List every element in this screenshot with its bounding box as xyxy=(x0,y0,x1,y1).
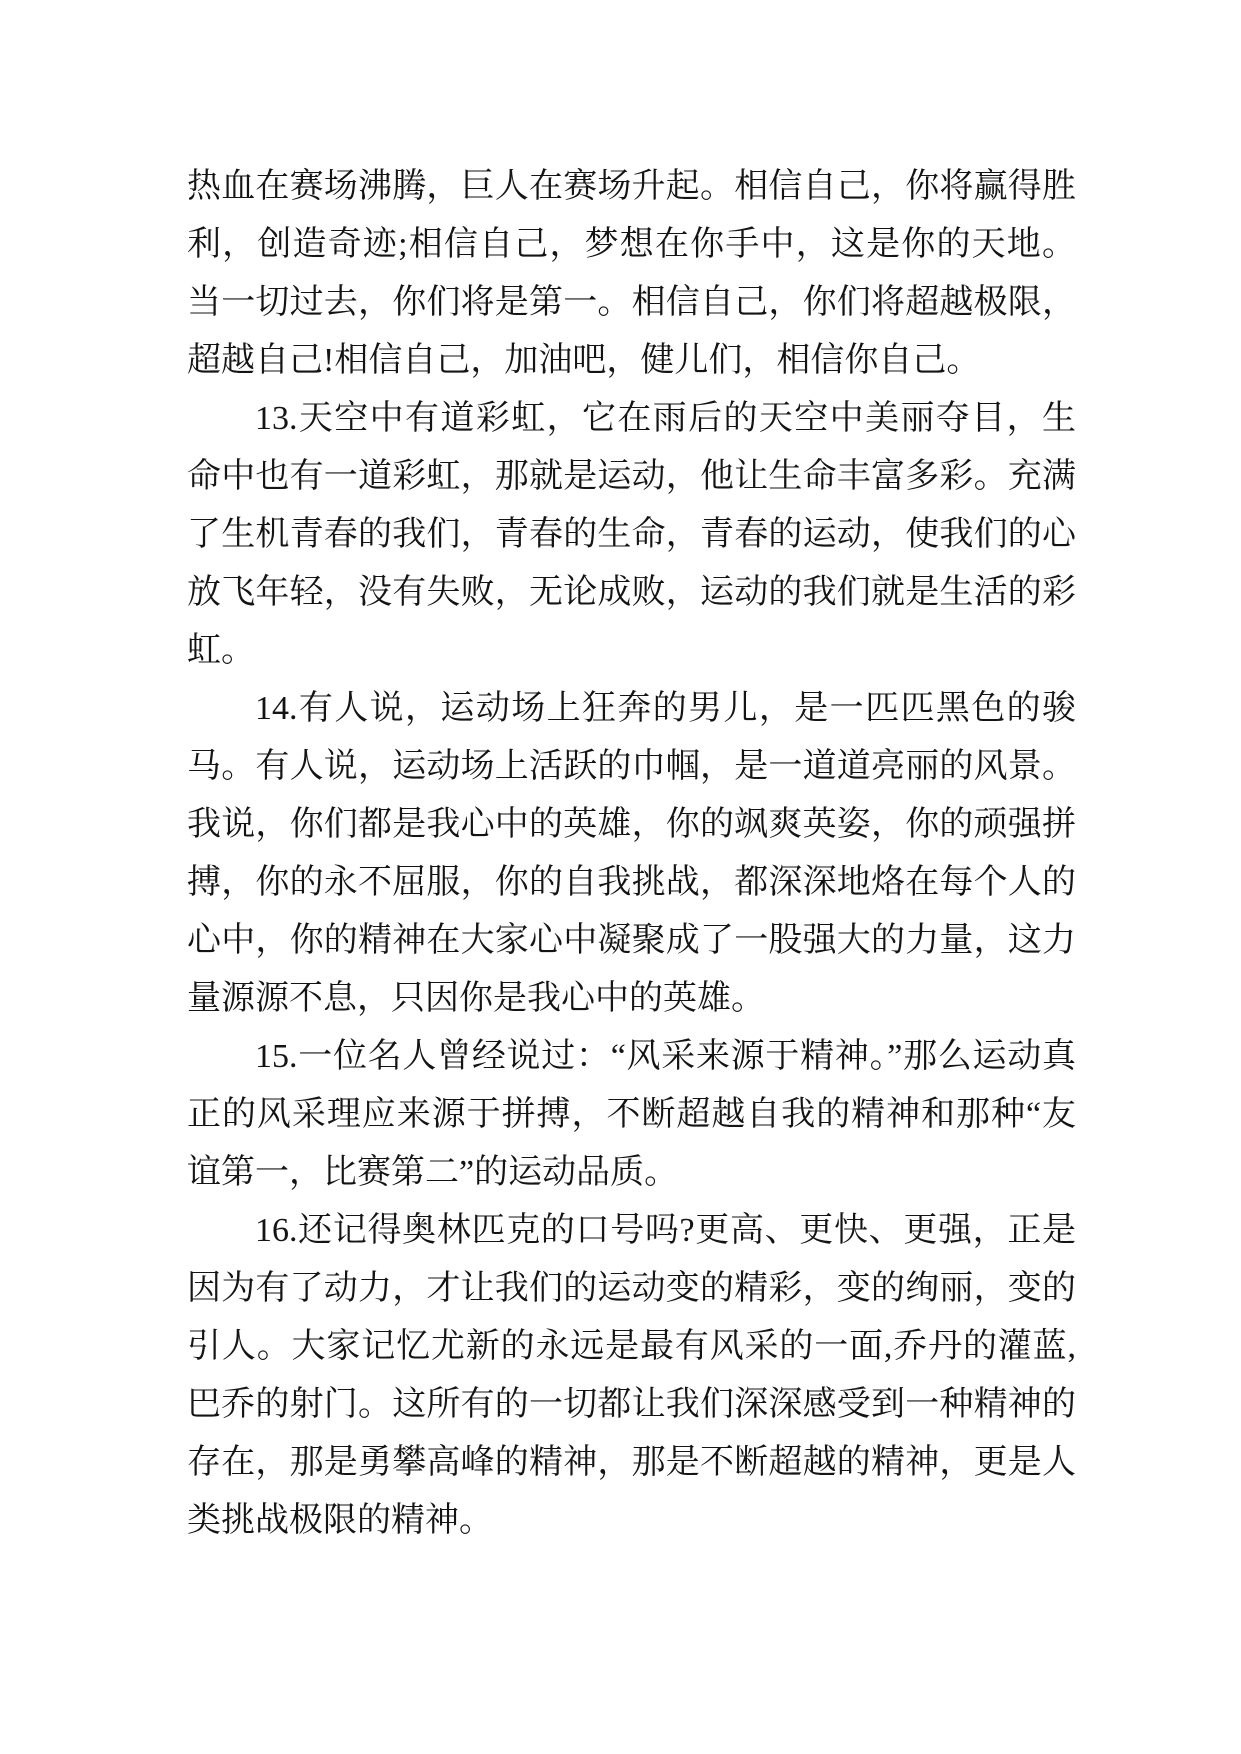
document-text-block xyxy=(187,158,1076,1550)
paragraph-item-16: 16.还记得奥林匹克的口号吗?更高、更快、更强，正是因为有了动力，才让我们的运动变的精彩，变的绚丽，变的引人。大家记忆尤新的永远是最有风采的一面,乔丹的灌蓝,巴乔的射门。这所有的一切都让我们深深感受到一种精神的存在，那是勇攀高峰的精神，那是不断超越的精神，更是人类挑战极限的精神。 xyxy=(187,1212,1076,1539)
paragraph-continuation: 热血在赛场沸腾，巨人在赛场升起。相信自己，你将赢得胜利，创造奇迹;相信自己，梦想在你手中，这是你的天地。当一切过去，你们将是第一。相信自己，你们将超越极限，超越自己!相信自己，加油吧，健儿们，相信你自己。 xyxy=(187,168,1076,379)
paragraph-item-15: 15.一位名人曾经说过：“风采来源于精神。”那么运动真正的风采理应来源于拼搏，不断超越自我的精神和那种“友谊第一，比赛第二”的运动品质。 xyxy=(187,1038,1076,1191)
paragraph-item-13: 13.天空中有道彩虹，它在雨后的天空中美丽夺目，生命中也有一道彩虹，那就是运动，他让生命丰富多彩。充满了生机青春的我们，青春的生命，青春的运动，使我们的心放飞年轻，没有失败，无论成败，运动的我们就是生活的彩虹。 xyxy=(187,400,1076,669)
paragraph-item-14: 14.有人说，运动场上狂奔的男儿，是一匹匹黑色的骏马。有人说，运动场上活跃的巾帼，是一道道亮丽的风景。我说，你们都是我心中的英雄，你的飒爽英姿，你的顽强拼搏，你的永不屈服，你的自我挑战，都深深地烙在每个人的心中，你的精神在大家心中凝聚成了一股强大的力量，这力量源源不息，只因你是我心中的英雄。 xyxy=(187,690,1076,1017)
